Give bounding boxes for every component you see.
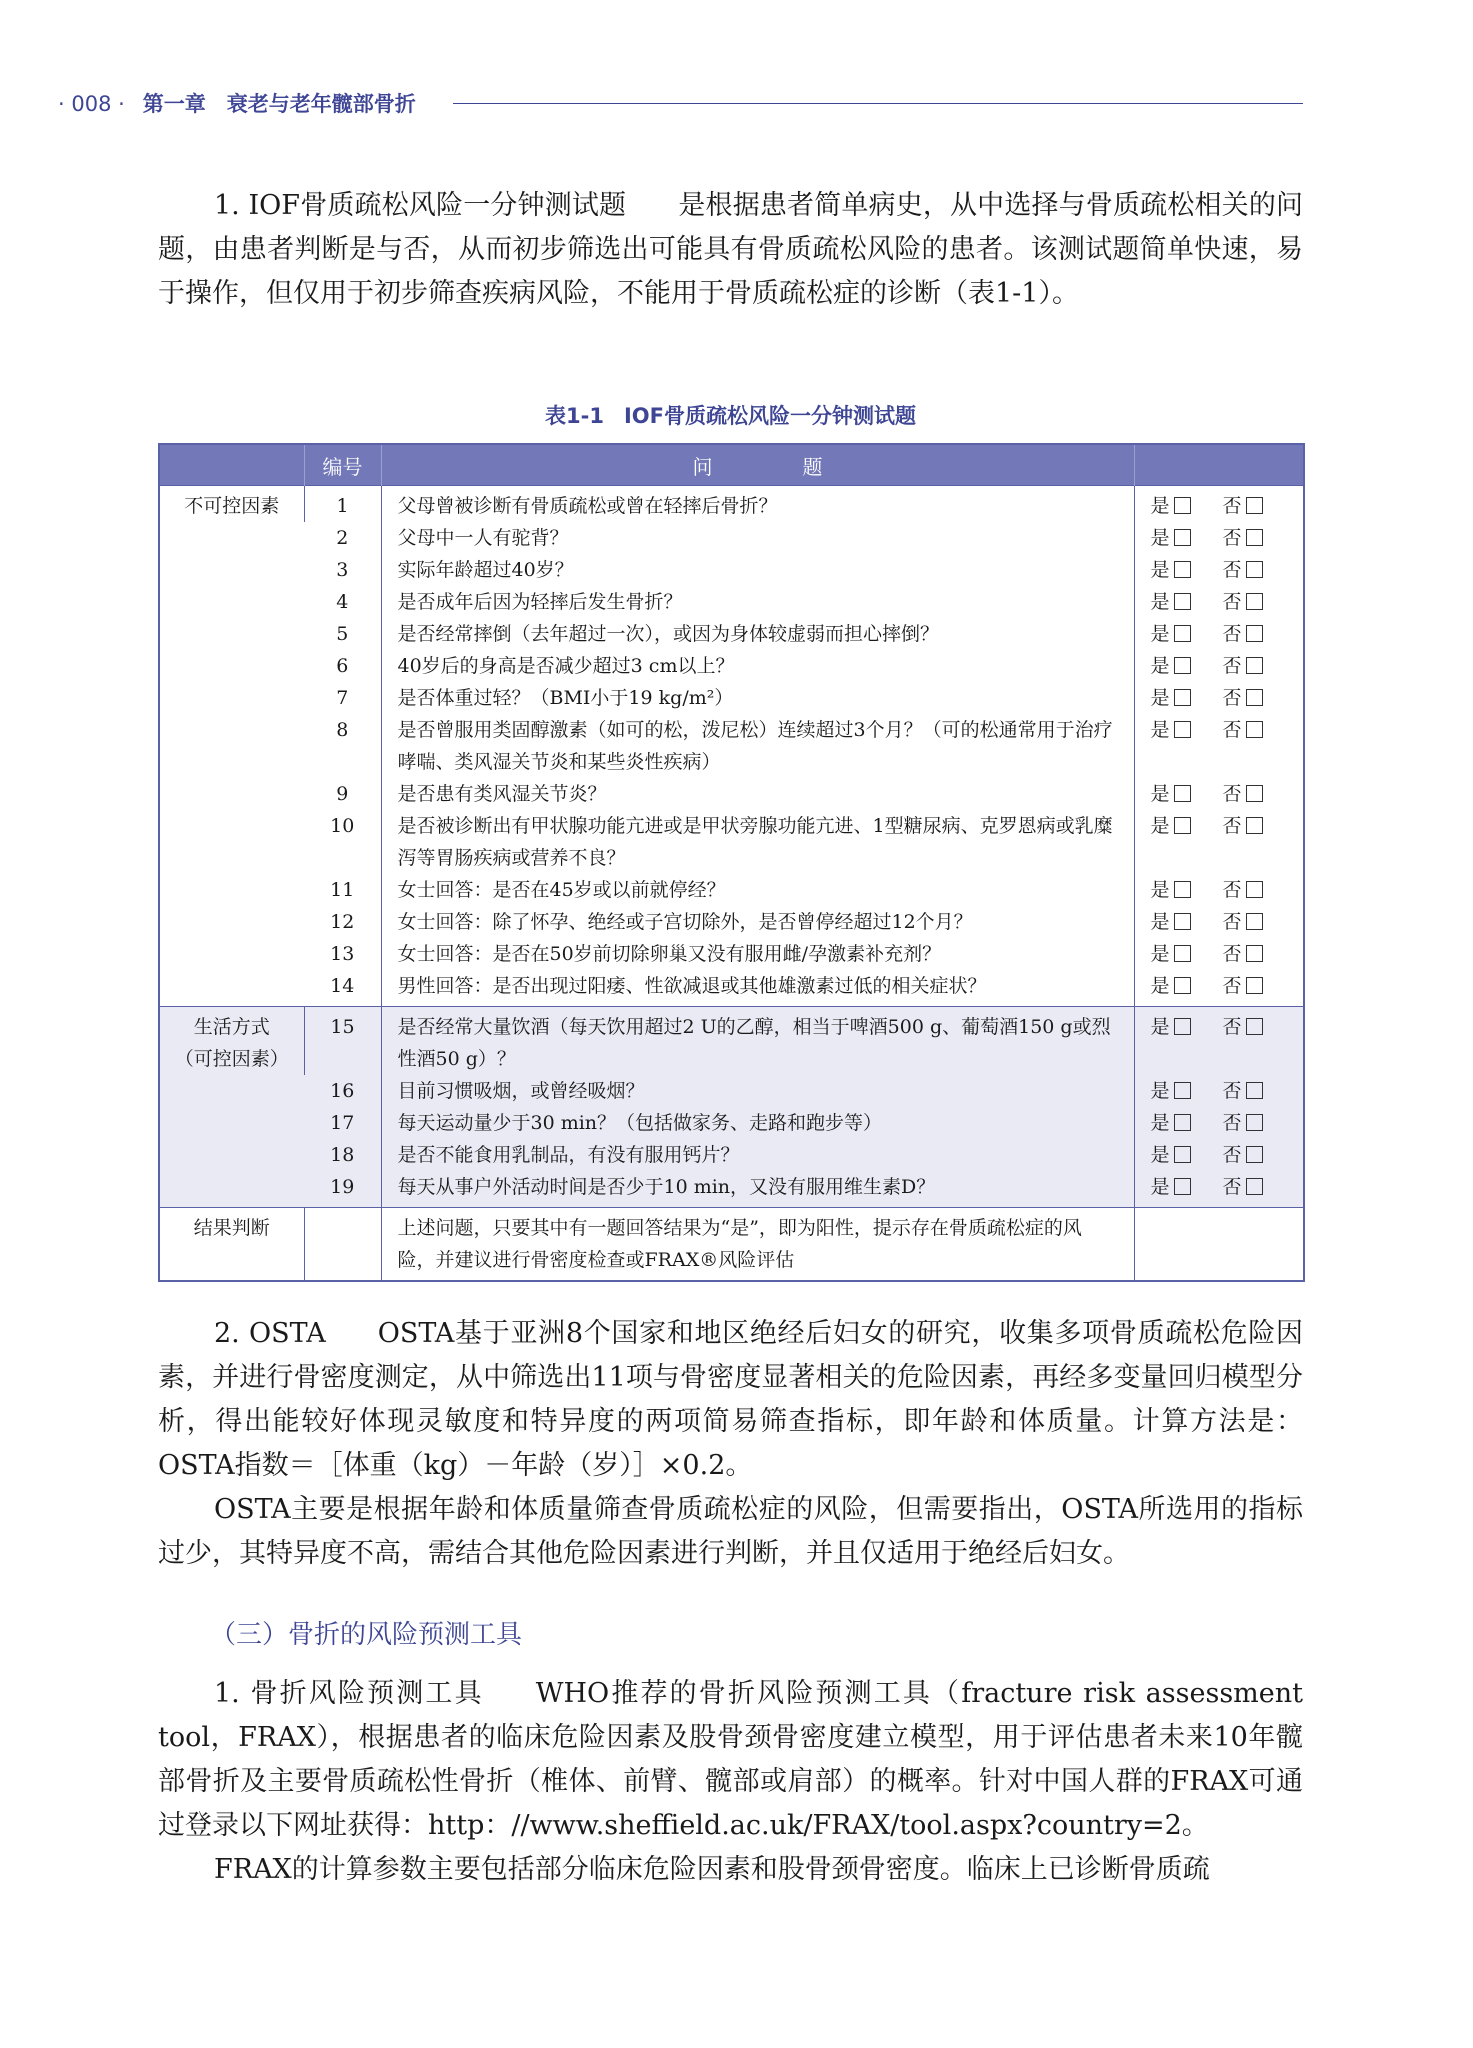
yes-no-options — [1134, 1107, 1304, 1139]
table-row — [159, 970, 1304, 1007]
no-label: 否 — [1222, 591, 1242, 613]
table-row — [159, 1107, 1304, 1139]
no-label: 否 — [1222, 911, 1242, 933]
question-number: 7 — [336, 687, 349, 709]
table-row — [159, 682, 1304, 714]
table-row — [159, 1007, 1304, 1076]
yes-no-options — [1134, 650, 1304, 682]
question-number: 16 — [304, 1075, 381, 1107]
header-category — [159, 444, 304, 486]
category-uncontrollable: 不可控因素 — [159, 486, 304, 1007]
yes-checkbox[interactable] — [1174, 1178, 1191, 1195]
page-number: · 008 · — [58, 92, 125, 116]
yes-no-options — [1134, 522, 1304, 554]
yes-checkbox[interactable] — [1174, 689, 1191, 706]
yes-label: 是 — [1150, 559, 1170, 581]
question-text: 是否被诊断出有甲状腺功能亢进或是甲状旁腺功能亢进、1型糖尿病、克罗恩病或乳糜泻等胃肠疾病或营养不良？ — [381, 810, 1134, 874]
result-row — [159, 1208, 1304, 1282]
yes-checkbox[interactable] — [1174, 977, 1191, 994]
yes-no-options — [1134, 778, 1304, 810]
yes-no-options — [1134, 586, 1304, 618]
no-label: 否 — [1222, 1016, 1242, 1038]
table-row — [159, 778, 1304, 810]
yes-no-options — [1134, 714, 1304, 778]
yes-checkbox[interactable] — [1174, 817, 1191, 834]
yes-no-options — [1134, 1075, 1304, 1107]
paragraph-iof-lead: 1. IOF骨质疏松风险一分钟测试题 — [214, 190, 627, 221]
yes-label: 是 — [1150, 495, 1170, 517]
yes-checkbox[interactable] — [1174, 625, 1191, 642]
header-rule — [453, 103, 1303, 104]
question-number: 14 — [330, 975, 355, 997]
no-checkbox[interactable] — [1246, 977, 1263, 994]
no-label: 否 — [1222, 783, 1242, 805]
paragraph-iof — [158, 184, 1303, 316]
no-checkbox[interactable] — [1246, 593, 1263, 610]
yes-checkbox[interactable] — [1174, 785, 1191, 802]
question-number: 3 — [336, 559, 349, 581]
category-lifestyle: 生活方式 （可控因素） — [159, 1007, 304, 1208]
yes-label: 是 — [1150, 1144, 1170, 1166]
no-label: 否 — [1222, 815, 1242, 837]
yes-label: 是 — [1150, 1112, 1170, 1134]
yes-checkbox[interactable] — [1174, 881, 1191, 898]
yes-no-options — [1134, 1171, 1304, 1208]
table-row — [159, 938, 1304, 970]
yes-checkbox[interactable] — [1174, 593, 1191, 610]
table-row — [159, 586, 1304, 618]
yes-no-options — [1134, 906, 1304, 938]
no-checkbox[interactable] — [1246, 1018, 1263, 1035]
question-text: 是否经常摔倒（去年超过一次），或因为身体较虚弱而担心摔倒？ — [381, 618, 1134, 650]
header-question: 问 题 — [381, 444, 1134, 486]
table-row — [159, 714, 1304, 778]
no-label: 否 — [1222, 879, 1242, 901]
yes-label: 是 — [1150, 623, 1170, 645]
table-row — [159, 554, 1304, 586]
no-label: 否 — [1222, 559, 1242, 581]
result-text: 上述问题，只要其中有一题回答结果为“是”，即为阳性，提示存在骨质疏松症的风险，并建议进行骨密度检查或FRAX®风险评估 — [381, 1208, 1134, 1282]
question-text: 实际年龄超过40岁？ — [381, 554, 1134, 586]
yes-label: 是 — [1150, 975, 1170, 997]
no-checkbox[interactable] — [1246, 625, 1263, 642]
no-checkbox[interactable] — [1246, 1178, 1263, 1195]
no-label: 否 — [1222, 687, 1242, 709]
question-number: 6 — [336, 655, 349, 677]
question-text: 是否患有类风湿关节炎？ — [381, 778, 1134, 810]
no-checkbox[interactable] — [1246, 1146, 1263, 1163]
table-row — [159, 650, 1304, 682]
no-checkbox[interactable] — [1246, 561, 1263, 578]
table-row — [159, 810, 1304, 874]
yes-checkbox[interactable] — [1174, 497, 1191, 514]
yes-label: 是 — [1150, 527, 1170, 549]
yes-checkbox[interactable] — [1174, 913, 1191, 930]
question-number: 15 — [304, 1007, 381, 1076]
question-text: 是否成年后因为轻摔后发生骨折？ — [381, 586, 1134, 618]
table-row — [159, 1171, 1304, 1208]
table-row — [159, 486, 1304, 523]
paragraph-iof-text: 是根据患者简单病史，从中选择与骨质疏松相关的问题，由患者判断是与否，从而初步筛选出可能具有骨质疏松风险的患者。该测试题简单快速，易于操作，但仅用于初步筛查疾病风险，不能用于骨质疏松症的诊断（表1-1）。 — [158, 190, 1303, 309]
yes-label: 是 — [1150, 783, 1170, 805]
question-text: 女士回答：是否在45岁或以前就停经？ — [381, 874, 1134, 906]
yes-checkbox[interactable] — [1174, 1114, 1191, 1131]
question-text: 每天从事户外活动时间是否少于10 min，又没有服用维生素D？ — [381, 1171, 1134, 1208]
no-label: 否 — [1222, 527, 1242, 549]
no-label: 否 — [1222, 1176, 1242, 1198]
paragraph-frax-params: FRAX的计算参数主要包括部分临床危险因素和股骨颈骨密度。临床上已诊断骨质疏 — [214, 1854, 1210, 1885]
yes-no-options — [1134, 874, 1304, 906]
question-number: 8 — [336, 719, 349, 741]
no-checkbox[interactable] — [1246, 913, 1263, 930]
no-checkbox[interactable] — [1246, 529, 1263, 546]
question-number: 17 — [304, 1107, 381, 1139]
yes-no-options — [1134, 682, 1304, 714]
question-number: 9 — [336, 783, 349, 805]
yes-label: 是 — [1150, 687, 1170, 709]
question-number: 1 — [304, 486, 381, 523]
paragraph-osta — [158, 1312, 1303, 1488]
no-label: 否 — [1222, 943, 1242, 965]
yes-no-options — [1134, 554, 1304, 586]
no-checkbox[interactable] — [1246, 817, 1263, 834]
yes-checkbox[interactable] — [1174, 529, 1191, 546]
header-answer — [1134, 444, 1304, 486]
yes-checkbox[interactable] — [1174, 657, 1191, 674]
question-text: 是否体重过轻？（BMI小于19 kg/m²） — [381, 682, 1134, 714]
question-text: 40岁后的身高是否减少超过3 cm以上？ — [381, 650, 1134, 682]
question-number: 4 — [336, 591, 349, 613]
no-label: 否 — [1222, 719, 1242, 741]
question-text: 男性回答：是否出现过阳痿、性欲减退或其他雄激素过低的相关症状？ — [381, 970, 1134, 1007]
table-row — [159, 618, 1304, 650]
question-number: 5 — [336, 623, 349, 645]
yes-no-options — [1134, 970, 1304, 1007]
no-label: 否 — [1222, 623, 1242, 645]
table-row — [159, 522, 1304, 554]
table-row — [159, 874, 1304, 906]
no-label: 否 — [1222, 1144, 1242, 1166]
yes-no-options — [1134, 1139, 1304, 1171]
question-number: 10 — [330, 815, 355, 837]
no-checkbox[interactable] — [1246, 1114, 1263, 1131]
table-row — [159, 1075, 1304, 1107]
question-number: 11 — [330, 879, 355, 901]
paragraph-frax-lead: 1. 骨折风险预测工具 — [214, 1678, 484, 1709]
yes-checkbox[interactable] — [1174, 721, 1191, 738]
question-text: 是否经常大量饮酒（每天饮用超过2 U的乙醇，相当于啤酒500 g、葡萄酒150 g或烈性酒50 g）？ — [381, 1007, 1134, 1076]
paragraph-osta-lead: 2. OSTA — [214, 1318, 326, 1349]
no-label: 否 — [1222, 495, 1242, 517]
question-text: 是否不能食用乳制品，有没有服用钙片？ — [381, 1139, 1134, 1171]
paragraph-osta-limits: OSTA主要是根据年龄和体质量筛查骨质疏松症的风险，但需要指出，OSTA所选用的指标过少，其特异度不高，需结合其他危险因素进行判断，并且仅适用于绝经后妇女。 — [158, 1494, 1303, 1569]
yes-checkbox[interactable] — [1174, 1018, 1191, 1035]
question-number: 12 — [330, 911, 355, 933]
yes-checkbox[interactable] — [1174, 1146, 1191, 1163]
question-number: 19 — [304, 1171, 381, 1208]
question-text: 女士回答：是否在50岁前切除卵巢又没有服用雌/孕激素补充剂？ — [381, 938, 1134, 970]
yes-no-options — [1134, 938, 1304, 970]
no-checkbox[interactable] — [1246, 1082, 1263, 1099]
no-label: 否 — [1222, 1112, 1242, 1134]
yes-checkbox[interactable] — [1174, 945, 1191, 962]
no-label: 否 — [1222, 1080, 1242, 1102]
paragraph-frax-text: WHO推荐的骨折风险预测工具（fracture risk assessment tool，FRAX），根据患者的临床危险因素及股骨颈骨密度建立模型，用于评估患者未来10年髋部骨折及主要骨质疏松性骨折（椎体、前臂、髋部或肩部）的概率。针对中国人群的FRAX可通过登录以下网址获得：http：//www.sheffield.ac.uk/FRAX/tool.aspx?country=2。 — [158, 1678, 1304, 1841]
question-number: 2 — [336, 527, 349, 549]
no-checkbox[interactable] — [1246, 945, 1263, 962]
yes-label: 是 — [1150, 1080, 1170, 1102]
paragraph-frax — [158, 1672, 1303, 1848]
header-number: 编号 — [304, 444, 381, 486]
chapter-title: 第一章 衰老与老年髋部骨折 — [142, 92, 416, 116]
yes-label: 是 — [1150, 911, 1170, 933]
yes-label: 是 — [1150, 815, 1170, 837]
no-checkbox[interactable] — [1246, 497, 1263, 514]
yes-no-options — [1134, 810, 1304, 874]
iof-question-table — [158, 443, 1305, 1282]
question-number: 13 — [330, 943, 355, 965]
table-row — [159, 906, 1304, 938]
table-header-row — [159, 444, 1304, 486]
yes-label: 是 — [1150, 1016, 1170, 1038]
question-text: 父母曾被诊断有骨质疏松或曾在轻摔后骨折？ — [381, 486, 1134, 523]
question-text: 每天运动量少于30 min？（包括做家务、走路和跑步等） — [381, 1107, 1134, 1139]
yes-label: 是 — [1150, 879, 1170, 901]
yes-label: 是 — [1150, 655, 1170, 677]
yes-label: 是 — [1150, 591, 1170, 613]
page-header — [58, 88, 1303, 124]
category-result: 结果判断 — [159, 1208, 304, 1282]
question-text: 父母中一人有驼背？ — [381, 522, 1134, 554]
table-caption-number: 表1-1 — [545, 404, 604, 428]
yes-no-options — [1134, 486, 1304, 523]
yes-label: 是 — [1150, 1176, 1170, 1198]
yes-no-options — [1134, 618, 1304, 650]
question-text: 目前习惯吸烟，或曾经吸烟？ — [381, 1075, 1134, 1107]
yes-checkbox[interactable] — [1174, 1082, 1191, 1099]
question-text: 是否曾服用类固醇激素（如可的松，泼尼松）连续超过3个月？（可的松通常用于治疗哮喘、类风湿关节炎和某些炎性疾病） — [381, 714, 1134, 778]
yes-label: 是 — [1150, 943, 1170, 965]
yes-no-options — [1134, 1007, 1304, 1076]
paragraph-osta-text: OSTA基于亚洲8个国家和地区绝经后妇女的研究，收集多项骨质疏松危险因素，并进行骨密度测定，从中筛选出11项与骨密度显著相关的危险因素，再经多变量回归模型分析，得出能较好体现灵敏度和特异度的两项简易筛查指标，即年龄和体质量。计算方法是：OSTA指数＝［体重（kg）－年龄（岁）］×0.2。 — [158, 1318, 1303, 1481]
table-caption — [158, 400, 1303, 430]
yes-checkbox[interactable] — [1174, 561, 1191, 578]
no-checkbox[interactable] — [1246, 689, 1263, 706]
section-subheading: （三）骨折的风险预测工具 — [210, 1620, 523, 1650]
question-text: 女士回答：除了怀孕、绝经或子宫切除外，是否曾停经超过12个月？ — [381, 906, 1134, 938]
table-caption-title: IOF骨质疏松风险一分钟测试题 — [623, 404, 916, 428]
no-label: 否 — [1222, 975, 1242, 997]
question-number: 18 — [304, 1139, 381, 1171]
no-checkbox[interactable] — [1246, 881, 1263, 898]
no-checkbox[interactable] — [1246, 721, 1263, 738]
no-checkbox[interactable] — [1246, 785, 1263, 802]
no-label: 否 — [1222, 655, 1242, 677]
table-row — [159, 1139, 1304, 1171]
yes-label: 是 — [1150, 719, 1170, 741]
no-checkbox[interactable] — [1246, 657, 1263, 674]
